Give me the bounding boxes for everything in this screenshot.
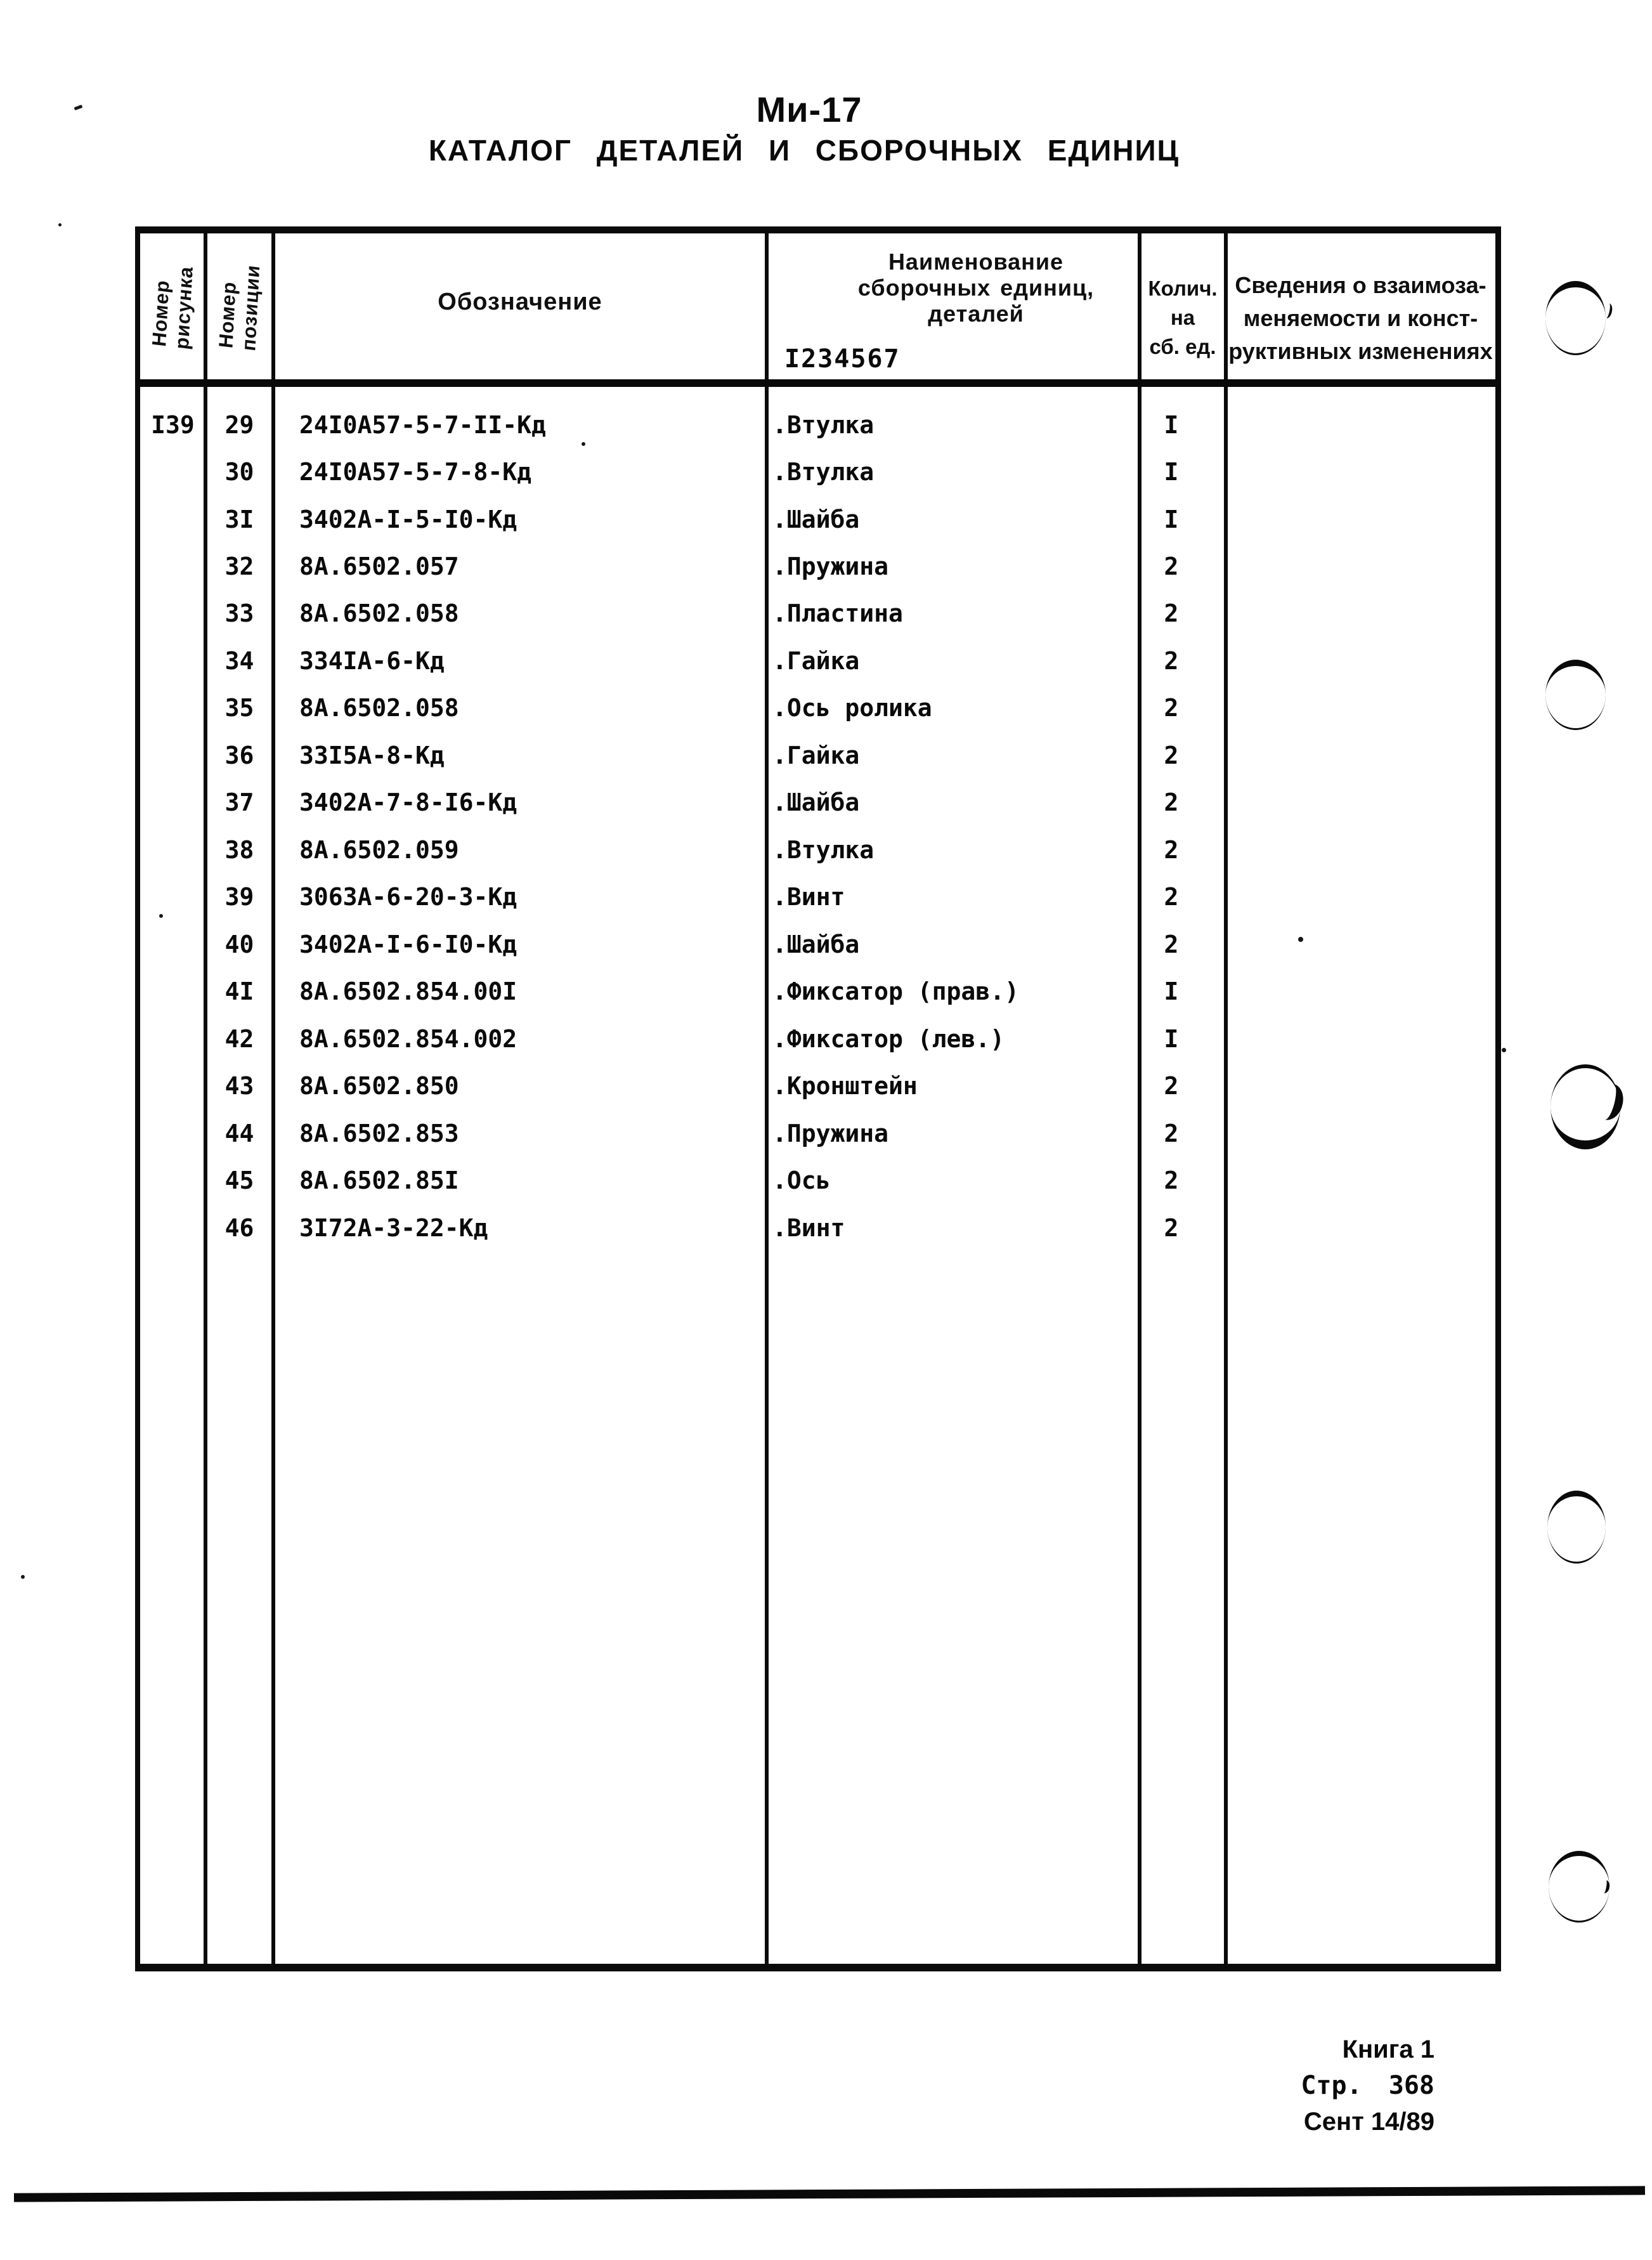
scan-speck: [582, 442, 585, 446]
table-row: [140, 931, 1495, 977]
position-cell: 44: [224, 1120, 254, 1147]
position-cell: 38: [224, 836, 254, 864]
table-row: [140, 458, 1495, 505]
table-row: [140, 1120, 1495, 1166]
quantity-cell: 2: [1164, 1120, 1179, 1147]
name-cell: .Фиксатор (прав.): [772, 977, 1019, 1005]
position-cell: 42: [224, 1025, 254, 1053]
position-cell: 40: [224, 931, 254, 958]
header-interchange-info: Сведения о взаимоза- меняемости и конст- руктивных изменениях: [1228, 272, 1493, 364]
quantity-cell: 2: [1164, 836, 1179, 864]
quantity-cell: 2: [1164, 883, 1179, 911]
designation-cell: 8А.6502.854.002: [299, 1025, 517, 1053]
table-row: [140, 506, 1495, 552]
table-row: [140, 1072, 1495, 1119]
designation-cell: 8А.6502.058: [299, 599, 459, 627]
name-cell: .Гайка: [772, 647, 860, 675]
page-footer: [1301, 2032, 1434, 2140]
designation-cell: 3063А-6-20-3-Кд: [299, 883, 517, 911]
name-cell: .Втулка: [772, 836, 875, 864]
scan-speck: [58, 223, 62, 226]
designation-cell: 3402А-I-6-I0-Кд: [299, 931, 517, 958]
designation-cell: 33I5А-8-Кд: [299, 741, 445, 769]
fig-number-cell: I39: [151, 411, 195, 439]
designation-cell: 8А.6502.057: [299, 552, 459, 580]
designation-cell: 8А.6502.85I: [299, 1166, 459, 1194]
binding-mark-artifact: [1545, 281, 1606, 355]
designation-cell: 8А.6502.850: [299, 1072, 459, 1100]
footer-page-number: Стр. 368: [1301, 2071, 1434, 2100]
page-subtitle: КАТАЛОГ ДЕТАЛЕЙ И СБОРОЧНЫХ ЕДИНИЦ: [428, 134, 1180, 167]
designation-cell: 3I72А-3-22-Кд: [299, 1214, 488, 1242]
table-row: [140, 1166, 1495, 1213]
name-cell: .Винт: [772, 1214, 845, 1242]
position-cell: 3I: [224, 506, 254, 533]
scan-speck: [1298, 937, 1303, 942]
header-position-number-label: Номер позиции: [214, 263, 264, 353]
quantity-cell: I: [1164, 458, 1179, 486]
table-row: [140, 552, 1495, 599]
quantity-cell: 2: [1164, 1072, 1179, 1100]
designation-cell: 3402А-I-5-I0-Кд: [299, 506, 517, 533]
table-row: [140, 883, 1495, 930]
header-fig-number: [140, 233, 205, 379]
name-cell: .Пружина: [772, 1120, 889, 1147]
footer-book: Книга 1: [1342, 2035, 1434, 2063]
quantity-cell: 2: [1164, 931, 1179, 958]
name-cell: .Ось: [772, 1166, 831, 1194]
table-row: [140, 1025, 1495, 1072]
position-cell: 37: [224, 788, 254, 816]
designation-cell: 24I0А57-5-7-8-Кд: [299, 458, 532, 486]
designation-cell: 8А.6502.854.00I: [299, 977, 517, 1005]
name-cell: .Пружина: [772, 552, 889, 580]
table-row: [140, 1214, 1495, 1261]
designation-cell: 8А.6502.058: [299, 694, 459, 722]
position-cell: 45: [224, 1166, 254, 1194]
designation-cell: 3402А-7-8-I6-Кд: [299, 788, 517, 816]
quantity-cell: I: [1164, 506, 1179, 533]
designation-cell: 8А.6502.059: [299, 836, 459, 864]
name-cell: .Кронштейн: [772, 1072, 918, 1100]
footer-date: Сент 14/89: [1303, 2108, 1434, 2136]
designation-cell: 8А.6502.853: [299, 1120, 459, 1147]
name-cell: .Шайба: [772, 788, 860, 816]
table-row: [140, 599, 1495, 646]
name-cell: .Винт: [772, 883, 845, 911]
header-separator: [140, 379, 1495, 387]
scan-speck: [159, 914, 163, 918]
header-fig-number-label: Номер рисунка: [148, 265, 197, 351]
quantity-cell: 2: [1164, 1214, 1179, 1242]
position-cell: 30: [224, 458, 254, 486]
scan-speck: [1502, 1048, 1506, 1052]
quantity-cell: 2: [1164, 599, 1179, 627]
position-cell: 39: [224, 883, 254, 911]
quantity-cell: 2: [1164, 647, 1179, 675]
quantity-cell: I: [1164, 1025, 1179, 1053]
table-row: [140, 411, 1495, 458]
designation-cell: 24I0А57-5-7-II-Кд: [299, 411, 546, 439]
binding-mark-artifact: [1545, 660, 1606, 730]
table-row: [140, 694, 1495, 741]
table-row: [140, 741, 1495, 788]
position-cell: 32: [224, 552, 254, 580]
table-row: [140, 647, 1495, 694]
quantity-cell: 2: [1164, 552, 1179, 580]
position-cell: 46: [224, 1214, 254, 1242]
bottom-page-rule: [14, 2186, 1645, 2202]
table-row: [140, 977, 1495, 1024]
header-name: Наименование сборочных единиц, деталей: [857, 249, 1095, 327]
name-cell: .Шайба: [772, 506, 860, 533]
position-cell: 35: [224, 694, 254, 722]
position-cell: 4I: [224, 977, 254, 1005]
quantity-cell: 2: [1164, 741, 1179, 769]
position-cell: 36: [224, 741, 254, 769]
position-cell: 29: [224, 411, 254, 439]
position-cell: 33: [224, 599, 254, 627]
table-row: [140, 836, 1495, 883]
name-cell: .Гайка: [772, 741, 860, 769]
name-cell: .Шайба: [772, 931, 860, 958]
quantity-cell: 2: [1164, 1166, 1179, 1194]
name-cell: .Пластина: [772, 599, 903, 627]
name-cell: .Втулка: [772, 458, 875, 486]
quantity-cell: 2: [1164, 788, 1179, 816]
scan-speck: [21, 1575, 25, 1579]
quantity-cell: 2: [1164, 694, 1179, 722]
position-cell: 34: [224, 647, 254, 675]
table-row: [140, 788, 1495, 835]
header-position-number: [205, 233, 273, 379]
quantity-cell: I: [1164, 977, 1179, 1005]
name-cell: .Фиксатор (лев.): [772, 1025, 1005, 1053]
header-quantity: Колич. на сб. ед.: [1148, 277, 1218, 358]
quantity-cell: I: [1164, 411, 1179, 439]
designation-cell: 334IА-6-Кд: [299, 647, 445, 675]
header-name-code: I234567: [784, 344, 901, 374]
name-cell: .Втулка: [772, 411, 875, 439]
binding-mark-artifact: [1547, 1491, 1606, 1564]
name-cell: .Ось ролика: [772, 694, 932, 722]
page-title: Ми-17: [756, 89, 862, 129]
header-designation: Обозначение: [438, 289, 602, 315]
position-cell: 43: [224, 1072, 254, 1100]
parts-table: [135, 226, 1501, 1971]
